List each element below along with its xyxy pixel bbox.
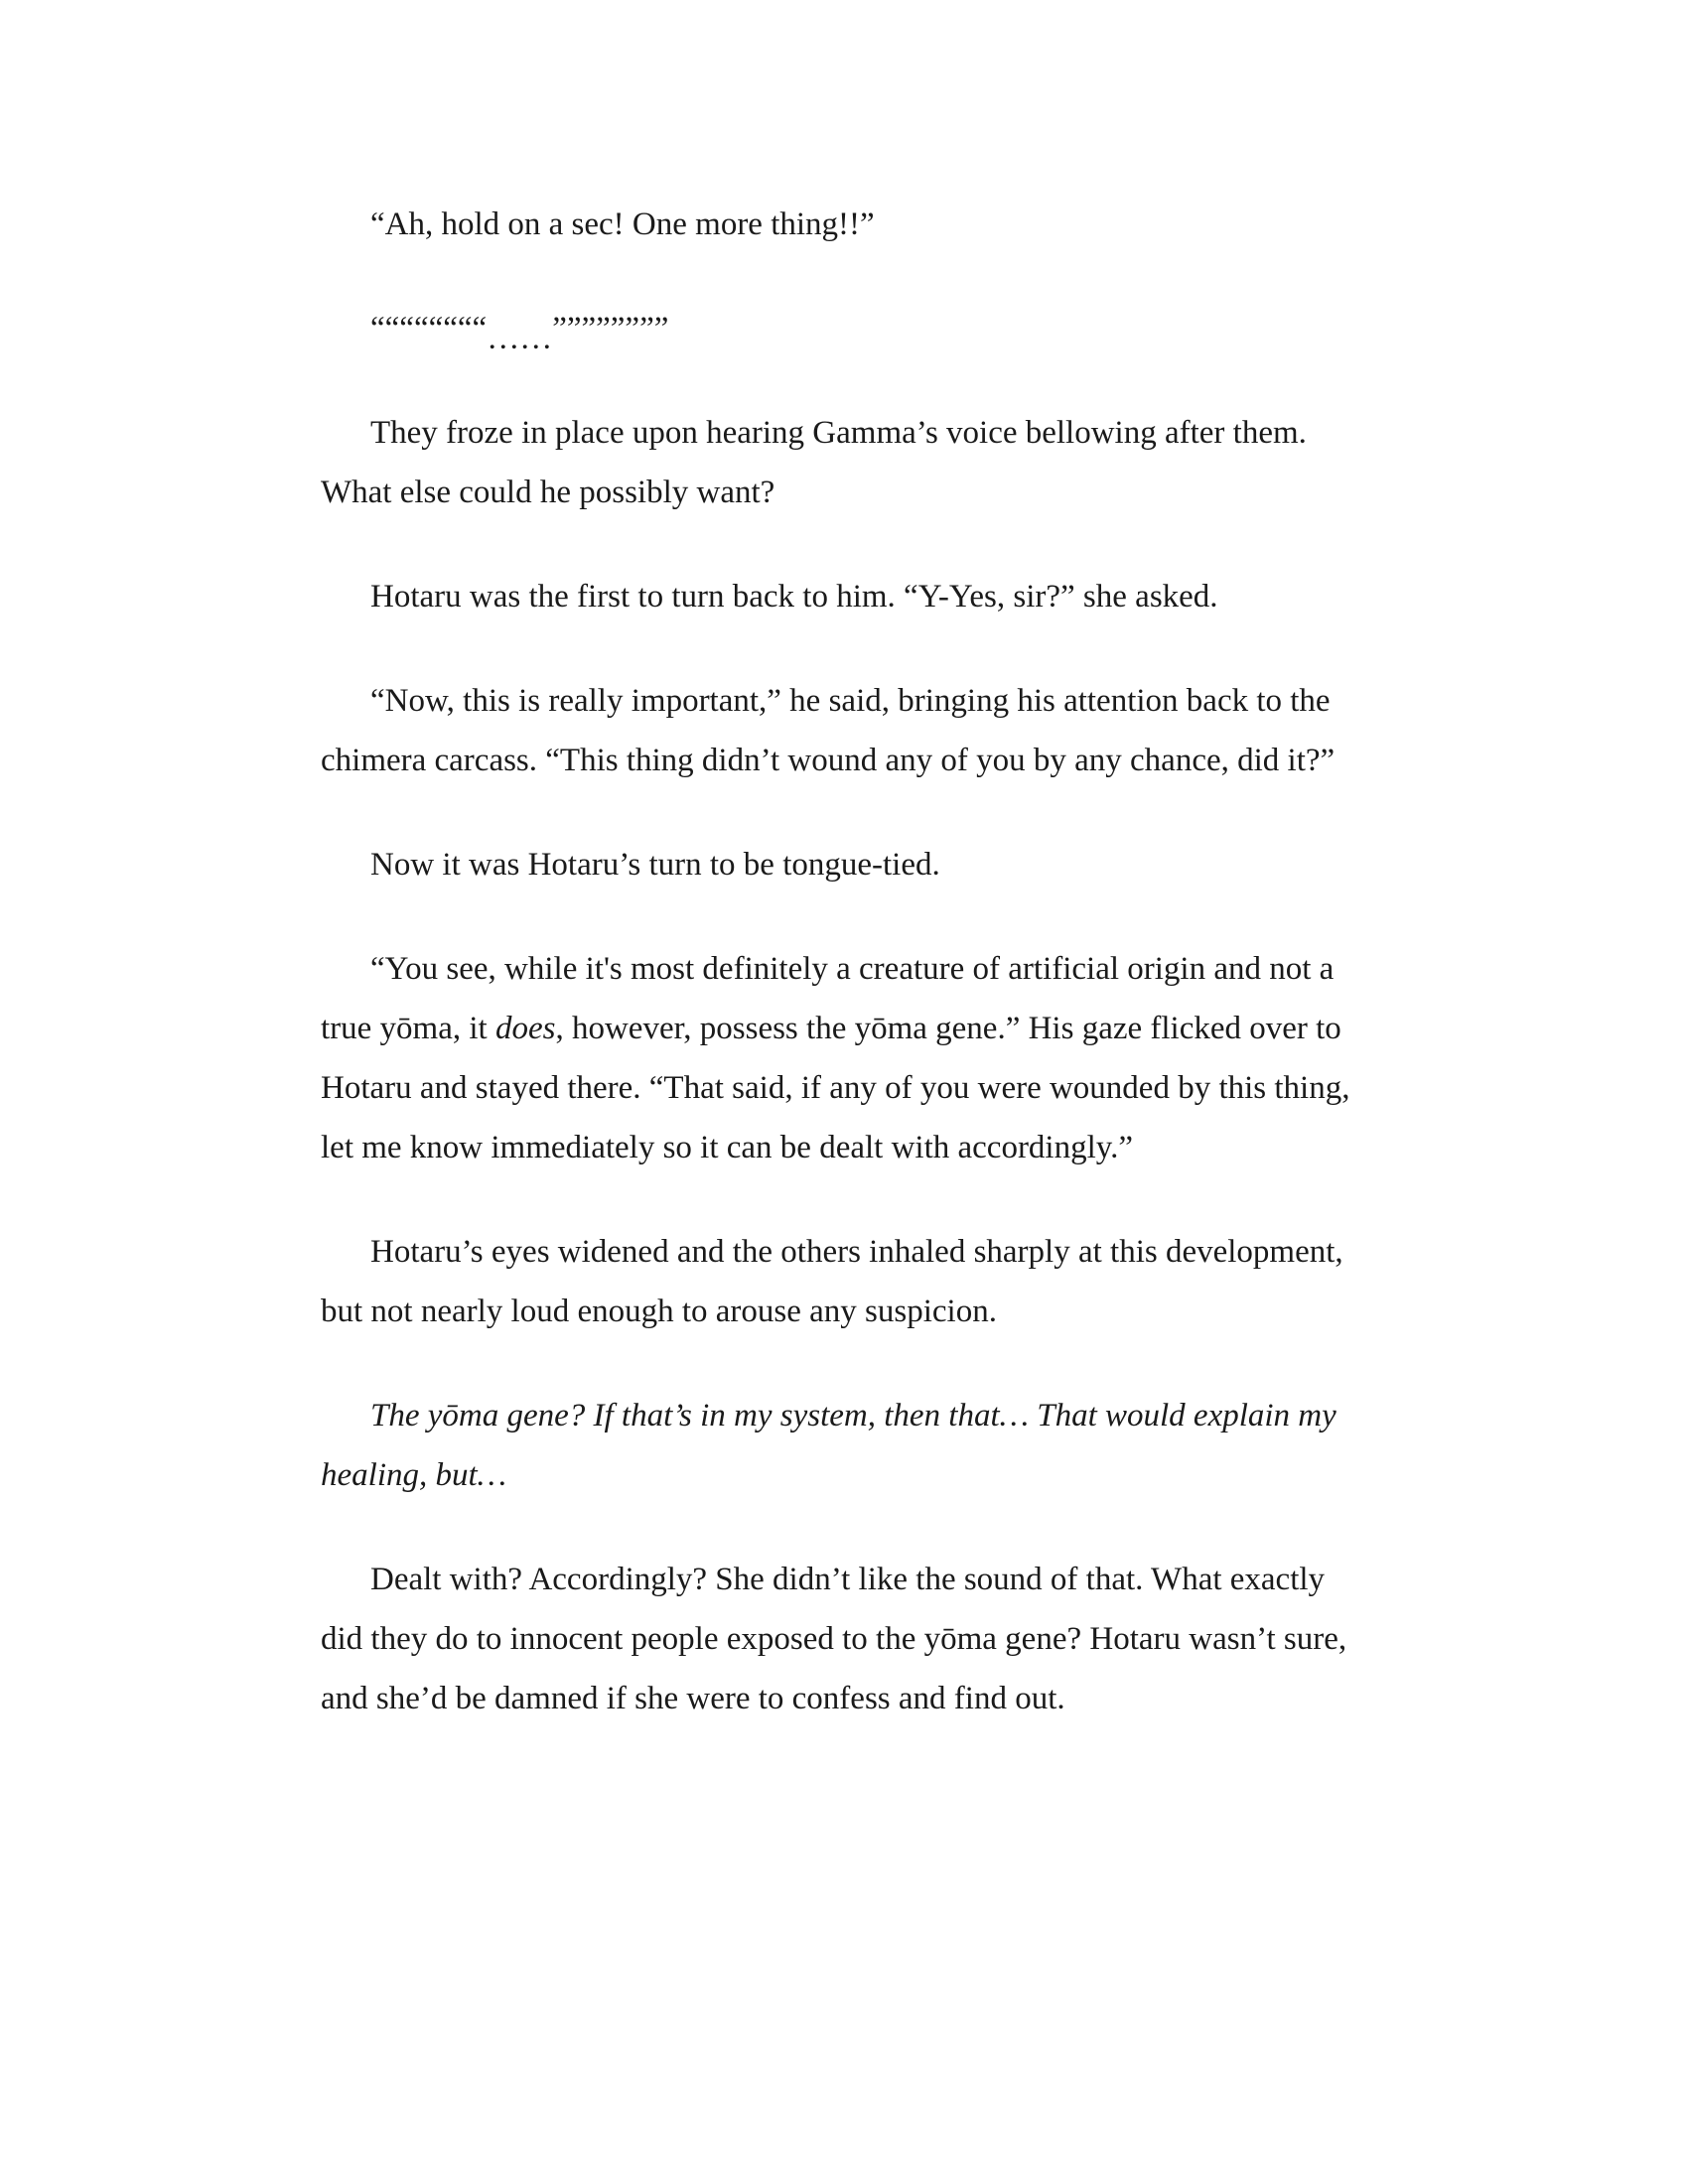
paragraph-line: chimera carcass. “This thing didn’t wound any of you by any chance, did it?” (321, 743, 1336, 778)
paragraph-dialogue-hold-on (321, 195, 1373, 254)
ellipsis-open-quotes: ““““““““ (370, 311, 488, 346)
paragraph-hotaru-turns (321, 567, 1373, 626)
paragraph-yoma-gene-explained (321, 939, 1373, 1177)
paragraph-line: Now it was Hotaru’s turn to be tongue-tied. (370, 847, 940, 883)
paragraph-eyes-widened (321, 1222, 1373, 1341)
paragraph-line: What else could he possibly want? (321, 475, 775, 510)
paragraph-froze-in-place (321, 403, 1373, 522)
paragraph-really-important (321, 671, 1373, 790)
text-run: true yōma, it (321, 1011, 495, 1046)
ellipsis-close-quotes: ”””””””” (552, 311, 669, 346)
paragraph-ellipsis-quote (321, 299, 1373, 358)
paragraph-line: They froze in place upon hearing Gamma’s voice bellowing after them. (370, 415, 1307, 451)
paragraph-dealt-with (321, 1550, 1373, 1728)
paragraph-line: Hotaru was the first to turn back to him. “Y-Yes, sir?” she asked. (370, 579, 1218, 614)
paragraph-line: let me know immediately so it can be dealt with accordingly.” (321, 1130, 1134, 1165)
paragraph-line: and she’d be damned if she were to confess and find out. (321, 1681, 1065, 1716)
paragraph-line: Dealt with? Accordingly? She didn’t like the sound of that. What exactly (370, 1562, 1326, 1597)
paragraph-line: healing, but… (321, 1457, 506, 1493)
paragraph-line: Hotaru’s eyes widened and the others inhaled sharply at this development, (370, 1234, 1343, 1270)
ellipsis-quote (321, 299, 1373, 358)
paragraph-line: Hotaru and stayed there. “That said, if any of you were wounded by this thing, (321, 1070, 1350, 1106)
paragraph-line: “Ah, hold on a sec! One more thing!!” (370, 206, 875, 242)
paragraph-line: “Now, this is really important,” he said, bringing his attention back to the (370, 683, 1331, 719)
paragraph-line: but not nearly loud enough to arouse any suspicion. (321, 1294, 997, 1329)
paragraph-line: “You see, while it's most definitely a creature of artificial origin and not a (370, 951, 1335, 987)
paragraph-tongue-tied (321, 835, 1373, 894)
document-page (321, 195, 1373, 1773)
paragraph-inner-thought (321, 1386, 1373, 1505)
paragraph-line (321, 999, 1373, 1058)
paragraph-line: did they do to innocent people exposed to the yōma gene? Hotaru wasn’t sure, (321, 1621, 1347, 1657)
text-run: , however, possess the yōma gene.” His gaze flicked over to (555, 1011, 1341, 1046)
ellipsis-dots: …… (487, 321, 553, 356)
paragraph-line: The yōma gene? If that’s in my system, then that… That would explain my (370, 1398, 1336, 1433)
emphasis-does: does (494, 1011, 556, 1046)
